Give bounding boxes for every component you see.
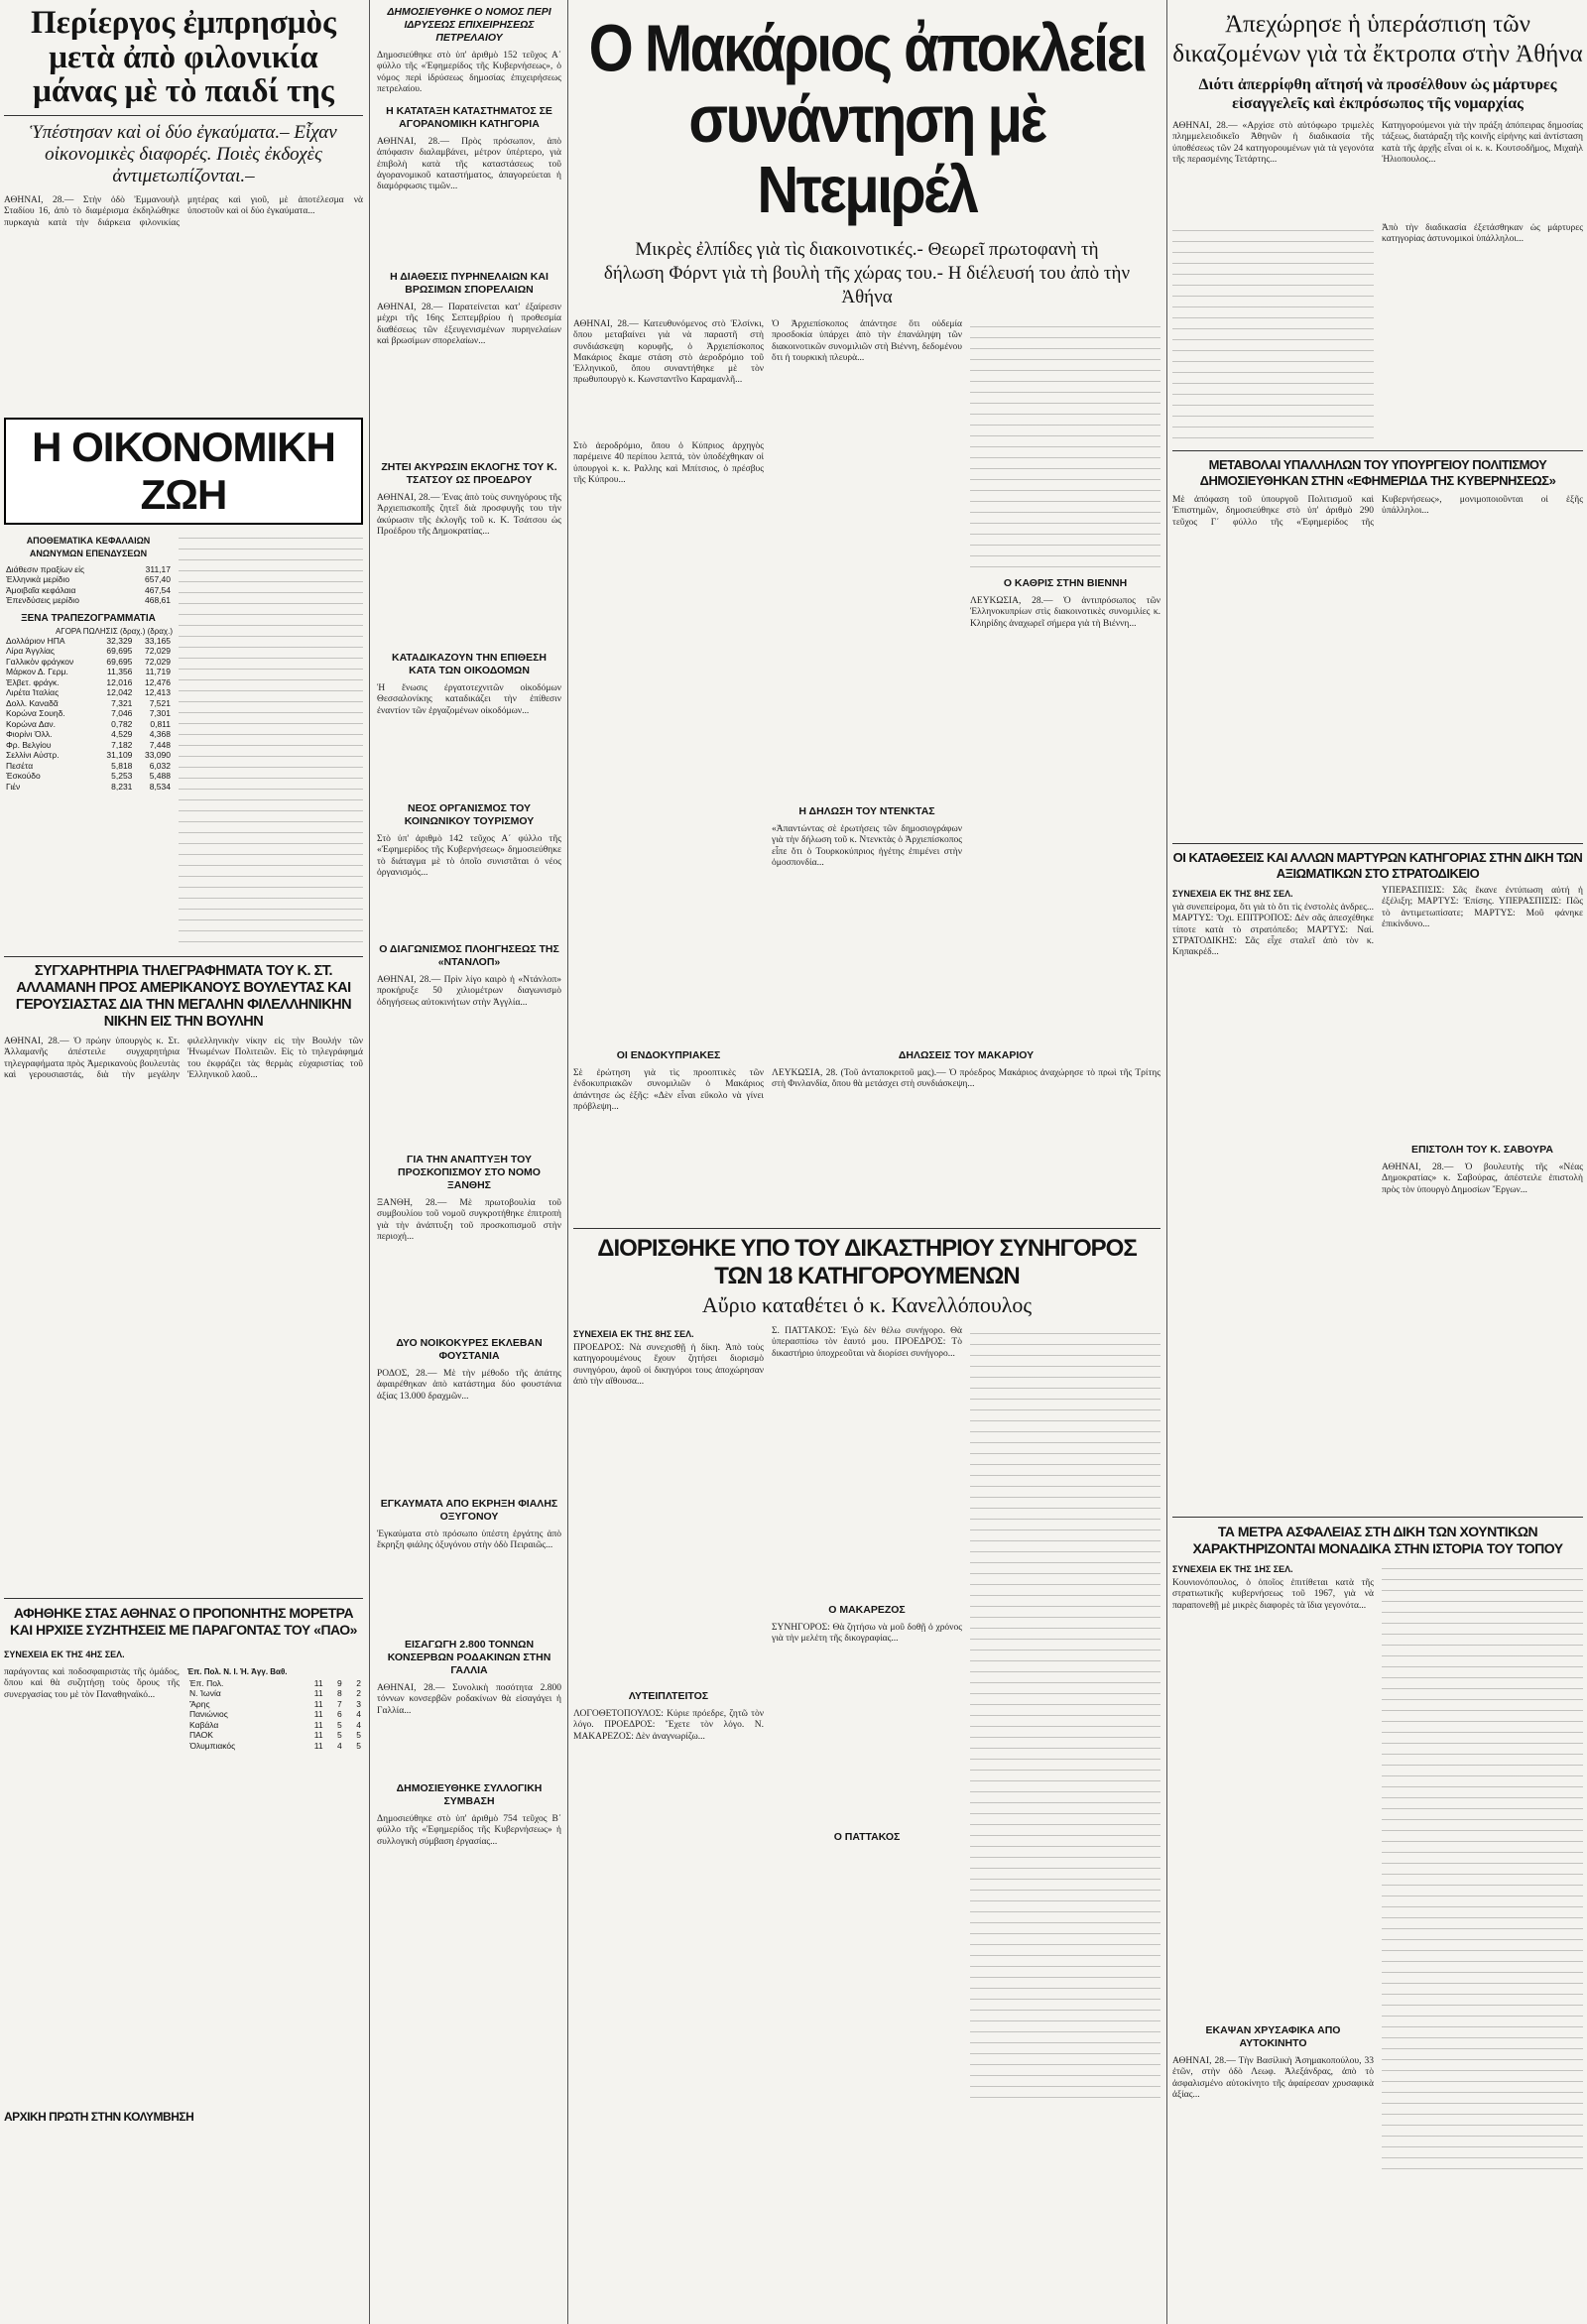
standings-row-c: 2 [356,1677,361,1688]
box-oils-text: ΑΘΗΝΑΙ, 28.— Παρατείνεται κατ' ἐξαίρεσιν μέχρι τῆς 16ης Σεπτεμβρίου ἡ προθεσμία διαθέσεως τῶν ἐξευγενισμένων πυρηνελαίων καὶ βρωσίμων σπορελαίων... [377,303,561,347]
standings-row-b: 9 [337,1677,342,1688]
column-2 [377,0,561,2324]
standings-row-b: 7 [337,1698,342,1709]
banknote-row [4,657,173,668]
reserve-row [4,564,173,575]
box-oil-text: Δημοσιεύθηκε στὸ ὑπ' ἀριθμὸ 152 τεῦχος Α΄ φύλλο τῆς «Ἐφημερίδος τῆς Κυβερνήσεως», ὁ νόμος περὶ ἱδρύσεως δημοσίας ἐπιχειρήσεως πετρελαίου. [377,51,561,94]
reserve-row-v: 467,54 [145,584,171,595]
ntenktas-head: Η ΔΗΛΩΣΗ ΤΟΥ ΝΤΕΝΚΤΑΣ [798,805,935,817]
box-oil-head: ΔΗΜΟΣΙΕΥΘΗΚΕ Ο ΝΟΜΟΣ ΠΕΡΙ ΙΔΡΥΣΕΩΣ ΕΠΙΧΕΙΡΗΣΕΩΣ ΠΕΤΡΕΛΑΙΟΥ [387,6,551,44]
box-dunlop-head: Ο ΔΙΑΓΩΝΙΣΜΟΣ ΠΛΟΗΓΗΣΕΩΣ ΤΗΣ «ΝΤΑΝΛΟΠ» [379,943,559,969]
makarios-text-c2 [970,319,1160,567]
defense-continued: ΣΥΝΕΧΕΙΑ ΕΚ ΤΗΣ 8ΗΣ ΣΕΛ. [573,1329,694,1339]
standings-row-a: 11 [313,1677,323,1688]
standings-header: Ἐπ. Πολ. Ν. Ι. Ἡ. Ἀγγ. Βαθ. [187,1666,288,1676]
headline-savouras: ΕΠΙΣΤΟΛΗ ΤΟΥ Κ. ΣΑΒΟΥΡΑ [1410,1144,1553,1156]
box-oxygen-text: Ἐγκαύματα στὸ πρόσωπο ὑπέστη ἐργάτης ἀπὸ ἔκρηξη φιάλης ὀξυγόνου στὴν ὁδὸ Πειραιῶς... [377,1529,561,1551]
banknote-row-label: Σελλίνι Αὐστρ. [6,750,60,761]
headline-culture-staff: ΜΕΤΑΒΟΛΑΙ ΥΠΑΛΛΗΛΩΝ ΤΟΥ ΥΠΟΥΡΓΕΙΟΥ ΠΟΛΙΤΙΣΜΟΥ ΔΗΜΟΣΙΕΥΘΗΚΑΝ ΣΤΗΝ «ΕΦΗΜΕΡΙΔΑ ΤΗΣ ΚΥΒΕΡΝΗΣΕΩΣ» [1199,457,1556,488]
standings-row-t: Ὀλυμπιακός [189,1740,236,1751]
banknote-row [4,740,173,751]
banknote-row-a: 5,818 [111,760,133,771]
defense-text-b: Σ. ΠΑΤΤΑΚΟΣ: Ἐγὼ δὲν θέλω συνήγορο. Θὰ ὑπερασπίσω τὸν ἑαυτό μου. ΠΡΟΕΔΡΟΣ: Τὸ δικαστήριο ὑποχρεοῦται νὰ διορίσει συνήγορο... [772,1326,962,1359]
banknote-row-b: 7,448 [149,739,171,750]
banknote-row-a: 12,042 [106,687,133,698]
reserve-row-label: Διάθεσιν πραξίων εἰς [6,563,85,574]
defense-text-d: ΣΥΝΗΓΟΡΟΣ: Θὰ ζητήσω νὰ μοῦ δοθῇ ὁ χρόνος γιὰ τὴν μελέτη τῆς δικογραφίας... [772,1623,962,1645]
banknote-row-label: Ἑλβετ. φράγκ. [6,676,60,687]
reserve-row-v: 657,40 [145,574,171,585]
banknote-row-a: 69,695 [106,646,133,657]
headline-makarios: Ο Μακάριος ἀποκλείει συνάντηση μὲ Ντεμιρέλ [588,11,1146,228]
standings-row-b: 6 [337,1709,342,1720]
reserve-row-label: Ἑλληνικὰ μερίδιο [6,574,70,585]
banknote-row-b: 6,032 [149,760,171,771]
standings-row-c: 5 [356,1730,361,1741]
article-arson-text: ΑΘΗΝΑΙ, 28.— Στὴν ὁδὸ Ἐμμανουὴλ Σταδίου 16, ἀπὸ τὸ διαμέρισμα ἐκδηλώθηκε πυρκαγιὰ κατὰ τὴν διάρκεια φιλονικίας μητέρας καὶ γιοῦ, μὲ ἀποτέλεσμα νὰ ὑποστοῦν καὶ οἱ δύο ἐγκαύματα... [4,194,363,228]
box-tsatsos-text: ΑΘΗΝΑΙ, 28.— Ἐνας ἀπὸ τοὺς συνηγόρους τῆς Ἀρχιεπισκοπῆς ζητεῖ διὰ προσφυγῆς του τὴν ἀκύρωσιν τῆς ἐκλογῆς τοῦ κ. Κ. Τσάτσου ὡς Προέδρου τῆς Δημοκρατίας... [377,493,561,538]
banknote-row [4,698,173,709]
banknote-row-b: 33,090 [145,750,171,761]
banknote-row-b: 8,534 [149,781,171,792]
banknote-row-b: 7,521 [149,697,171,708]
banknote-row-a: 5,253 [111,771,133,782]
defense-text-c: ΛΟΓΟΘΕΤΟΠΟΥΛΟΣ: Κύριε πρόεδρε, ζητῶ τὸν λόγο. ΠΡΟΕΔΡΟΣ: Ἔχετε τὸν λόγο. Ν. ΜΑΚΑΡΕΖΟΣ: Δὲν ἀναγνωρίζω... [573,1709,764,1742]
banknote-row [4,687,173,698]
moretra-continued: ΣΥΝΕΧΕΙΑ ΕΚ ΤΗΣ 4ΗΣ ΣΕΛ. [4,1649,125,1659]
ntenktas-text: «Ἀπαντώντας σὲ ἐρωτήσεις τῶν δημοσιογράφων γιὰ τὴν δήλωση τοῦ κ. Ντενκτὰς ὁ Ἀρχιεπίσκοπος εἶπε ὅτι ὁ Τουρκοκύπριος ἡγέτης ἐπιμένει στὴν ὁμοσπονδία... [772,824,962,868]
standings-table [187,1678,363,1752]
standings-row [187,1709,363,1720]
banknote-row [4,782,173,793]
reserve-row-v: 468,61 [145,595,171,606]
banknote-row [4,667,173,677]
banknote-row-a: 7,182 [111,739,133,750]
standings-row-t: ΠΑΟΚ [189,1730,213,1741]
makarios-text-a: ΑΘΗΝΑΙ, 28.— Κατευθυνόμενος στὸ Ἑλσίνκι, ὅπου μεταβαίνει γιὰ νὰ παραστῆ στὴ συνδιάσκεψη κορυφῆς, ὁ Ἀρχιεπίσκοπος Μακάριος ἔκαμε στάση στὸ ἀεροδρόμιο τοῦ Ἑλληνικοῦ, ὅπου συναντήθηκε μὲ τὸν πρωθυπουργὸ κ. Κωνσταντῖνο Καραμανλῆ... [573,319,764,386]
banknote-row-label: Ἐσκούδο [6,771,41,782]
reserve-table [4,564,173,606]
box-scouts-text: ΞΑΝΘΗ, 28.— Μὲ πρωτοβουλία τοῦ συμβουλίου τοῦ νομοῦ συγκροτήθηκε ἐπιτροπὴ γιὰ τὴν ἀνάπτυξη τοῦ προσκοπισμοῦ στὴν περιοχή... [377,1198,561,1243]
standings-row-t: Ἐπ. Πολ. [189,1677,224,1688]
box-builders-text: Ἡ ἕνωσις ἐργατοτεχνιτῶν οἰκοδόμων Θεσσαλονίκης καταδικάζει τὴν ἐπίθεσιν ἐναντίον τῶν ἐργαζομένων οἰκοδόμων... [377,683,561,716]
banknote-row-a: 0,782 [111,718,133,729]
banknotes-cols-header: ΑΓΟΡΑ ΠΩΛΗΣΙΣ (δραχ.) (δραχ.) [55,626,173,636]
banknote-row-label: Κορώνα Δαν. [6,718,57,729]
deck-makarios: Μικρὲς ἐλπίδες γιὰ τὶς διακοινοτικές.- Θεωρεῖ πρωτοφανὴ τὴ δήλωση Φόρντ γιὰ τὴ βουλὴ τῆς χώρας του.- Η διέλευσή του ἀπὸ τὴν Ἀθήνα [603,239,1131,307]
banknote-row-label: Δολλάριον ΗΠΑ [6,635,65,646]
headline-swimming: ΑΡΧΙΚΗ ΠΡΩΤΗ ΣΤΗΝ ΚΟΛΥΜΒΗΣΗ [4,2109,194,2124]
standings-row [187,1699,363,1710]
banknote-row-b: 11,719 [145,667,171,677]
standings-row-c: 3 [356,1698,361,1709]
standings-row-t: Καβάλα [189,1719,219,1730]
banknote-row-a: 7,321 [111,697,133,708]
banknote-row-label: Γαλλικὸν φράγκον [6,656,74,667]
standings-row-a: 11 [313,1688,323,1699]
box-dunlop-text: ΑΘΗΝΑΙ, 28.— Πρὶν λίγο καιρὸ ἡ «Ντάνλοπ» προκήρυξε 50 χιλιομέτρων διαγωνισμὸ ὁδηγήσεως αὐτοκινήτων στὴν Ἀγγλία... [377,975,561,1008]
kliridis-head: Ο ΚΑΘΡΙΣ ΣΤΗΝ ΒΙΕΝΝΗ [1003,577,1128,589]
security-continued: ΣΥΝΕΧΕΙΑ ΕΚ ΤΗΣ 1ΗΣ ΣΕΛ. [1172,1564,1293,1574]
banknote-row [4,761,173,772]
endo-text: Σὲ ἐρώτηση γιὰ τὶς προοπτικὲς τῶν ἐνδοκυπριακῶν συνομιλιῶν ὁ Μακάριος ἀπάντησε ὡς ἑξῆς: «Δὲν εἶναι εὔκολο νὰ γίνει πρόβλεψη... [573,1068,764,1112]
headline-security: ΤΑ ΜΕΤΡΑ ΑΣΦΑΛΕΙΑΣ ΣΤΗ ΔΙΚΗ ΤΩΝ ΧΟΥΝΤΙΚΩΝ ΧΑΡΑΚΤΗΡΙΖΟΝΤΑΙ ΜΟΝΑΔΙΚΑ ΣΤΗΝ ΙΣΤΟΡΙΑ ΤΟΥ ΤΟΠΟΥ [1192,1524,1563,1556]
witnesses-text: γιὰ συνεπείρομα, ὅτι γιὰ τὸ ὅτι τὶς ἐνστολὲς ἀνδρες... ΜΑΡΤΥΣ: Ὄχι. ΕΠΙΤΡΟΠΟΣ: Δὲν σᾶς ἀπεσχέθηκε τίποτε κατὰ τὸ στρατόπεδο; ΜΑΡΤΥΣ: Ναί. ΣΤΡΑΤΟΔΙΚΗΣ: Σᾶς εἶχε σταλεῖ ἀπὸ τὸν κ. Κηπακρέδ... [1172,903,1374,958]
box-dresses-text: ΡΟΔΟΣ, 28.— Μὲ τὴν μέθοδο τῆς ἀπάτης ἀφαιρέθηκαν ἀπὸ κατάστημα δύο φουστάνια ἀξίας 13.000 δραχμῶν... [377,1369,561,1402]
banknote-row-a: 69,695 [106,656,133,667]
banknote-row-b: 72,029 [145,646,171,657]
standings-row [187,1688,363,1699]
standings-row-c: 2 [356,1688,361,1699]
jewels-text: ΑΘΗΝΑΙ, 28.— Τὴν Βασίλικὴ Ἀσημακοπούλου, 33 ἐτῶν, στὴν ὁδὸ Λεωφ. Ἀλεξάνδρας, ἀπὸ τὸ ἀσφαλισμένο αὐτοκίνητο τῆς ἀφαίρεσαν χρυσαφικὰ ἀξίας... [1172,2056,1374,2100]
security-text: Κουνιονόπουλος, ὁ ὁποῖος ἐπιτίθεται κατὰ τῆς στρατιωτικῆς κυβερνήσεως τοῦ 1967, γιὰ νὰ παραπονεθῇ μὲ μικρὲς διαφορὲς τὰ ἴδια γεγονότα... [1172,1578,1374,1611]
reserve-section-title: ΑΠΟΘΕΜΑΤΙΚΑ ΚΕΦΑΛΑΙΩΝ ΑΝΩΝΥΜΩΝ ΕΠΕΝΔΥΣΕΩΝ [26,535,151,558]
statements-head: ΔΗΛΩΣΕΙΣ ΤΟΥ ΜΑΚΑΡΙΟΥ [898,1049,1035,1061]
reserve-row-label: Ἐπενδύσεις μερίδιο [6,595,79,606]
banknote-row [4,771,173,782]
box-builders-head: ΚΑΤΑΔΙΚΑΖΟΥΝ ΤΗΝ ΕΠΙΘΕΣΗ ΚΑΤΑ ΤΩΝ ΟΙΚΟΔΟΜΩΝ [392,652,547,677]
reserve-row [4,574,173,585]
reserve-row-v: 311,17 [145,563,171,574]
box-oils-head: Η ΔΙΑΘΕΣΙΣ ΠΥΡΗΝΕΛΑΙΩΝ ΚΑΙ ΒΡΩΣΙΜΩΝ ΣΠΟΡΕΛΑΙΩΝ [390,271,549,297]
headline-witnesses: ΟΙ ΚΑΤΑΘΕΣΕΙΣ ΚΑΙ ΑΛΛΩΝ ΜΑΡΤΥΡΩΝ ΚΑΤΗΓΟΡΙΑΣ ΣΤΗΝ ΔΙΚΗ ΤΩΝ ΑΞΙΩΜΑΤΙΚΩΝ ΣΤΟ ΣΤΡΑΤΟΔΙΚΕΙΟ [1172,850,1583,881]
standings-row-b: 8 [337,1688,342,1699]
standings-row-b: 5 [337,1719,342,1730]
box-shop-head: Η ΚΑΤΑΤΑΞΗ ΚΑΤΑΣΤΗΜΑΤΟΣ ΣΕ ΑΓΟΡΑΝΟΜΙΚΗ ΚΑΤΗΓΟΡΙΑ [386,105,552,131]
banknotes-section-title: ΞΕΝΑ ΤΡΑΠΕΖΟΓΡΑΜΜΑΤΙΑ [21,612,156,624]
savouras-text: ΑΘΗΝΑΙ, 28.— Ὁ βουλευτὴς τῆς «Νέας Δημοκρατίας» κ. Σαβούρας, ἀπέστειλε ἐπιστολὴ πρὸς τὸν ὑπουργὸ Δημοσίων Ἔργων... [1382,1162,1583,1195]
box-peaches-head: ΕΙΣΑΓΩΓΗ 2.800 ΤΟΝΝΩΝ ΚΟΝΣΕΡΒΩΝ ΡΟΔΑΚΙΝΩΝ ΣΤΗΝ ΓΑΛΛΙΑ [387,1639,551,1677]
standings-row-a: 11 [313,1719,323,1730]
banknote-row-b: 72,029 [145,656,171,667]
standings-row-t: Ἄρης [189,1698,210,1709]
standings-row-c: 5 [356,1740,361,1751]
walkout-text-b: Κατηγορούμενοι γιὰ τὴν πράξη ἀπόπειρας δημοσίας τάξεως, διατάραξη τῆς κοινῆς εἰρήνης καὶ ἀντίσταση κατὰ τῆς ἀρχῆς εἶναι οἱ κ. κ. Κουτσοδῆμος, Μιχαὴλ Ἠλιοπουλος... [1382,121,1583,165]
culture-staff-text: Μὲ ἀπόφαση τοῦ ὑπουργοῦ Πολιτισμοῦ καὶ Ἐπιστημῶν, δημοσιεύθηκε στὸ ὑπ' ἀριθμὸ 290 τεῦχος Γ΄ φύλλο τῆς «Ἐφημερίδος τῆς Κυβερνήσεως», μονιμοποιοῦνται οἱ ἑξῆς ὑπάλληλοι... [1172,495,1583,528]
reserve-row [4,585,173,596]
banknote-row-label: Λίρα Ἀγγλίας [6,646,55,657]
standings-row [187,1730,363,1741]
banknote-row [4,677,173,688]
banknote-row [4,636,173,647]
article-alamanis-text: ΑΘΗΝΑΙ, 28.— Ὁ πρώην ὑπουργὸς κ. Στ. Ἀλλαμανῆς ἀπέστειλε συγχαρητήρια τηλεγραφήματα πρὸς Ἀμερικανοὺς βουλευτὰς καὶ γερουσιαστάς, διὰ τὴν μεγάλην φιλελληνικὴν νίκην εἰς τὴν Βουλήν τῶν Ἡνωμένων Πολιτειῶν. Εἰς τὸ τηλεγράφημά του ἐκφράζει τὰς θερμὰς εὐχαριστίας τοῦ Ἑλληνικοῦ λαοῦ... [4,1037,363,1592]
banknote-row-a: 8,231 [111,781,133,792]
deck-arson: Ὑπέστησαν καὶ οἱ δύο ἐγκαύματα.– Εἶχαν οἰκονομικὲς διαφορές. Ποιὲς ἐκδοχὲς ἀντιμετωπίζονται.– [30,121,337,186]
reserve-row-label: Ἀμοιβαῖα κεφάλαια [6,584,76,595]
banknote-row [4,719,173,730]
banknote-row-label: Κορώνα Σουηδ. [6,708,65,719]
box-contract-text: Δημοσιεύθηκε στὸ ὑπ' ἀριθμὸ 754 τεῦχος Β΄ φύλλο τῆς «Ἐφημερίδος τῆς Κυβερνήσεως» ἡ συλλογικὴ σύμβαση ἐργασίας... [377,1814,561,1847]
defense-sub-4: Ο ΠΑΤΤΑΚΟΣ [833,1831,901,1843]
banknote-row-label: Γιέν [6,781,21,792]
deck-defense-walkout: Διότι ἀπερρίφθη αἴτησή νὰ προσέλθουν ὡς μάρτυρες εἰσαγγελεῖς καὶ ἐκπρόσωπος τῆς νομαρχίας [1198,76,1557,112]
box-dresses-head: ΔΥΟ ΝΟΙΚΟΚΥΡΕΣ ΕΚΛΕΒΑΝ ΦΟΥΣΤΑΝΙΑ [396,1337,543,1363]
banknote-row [4,729,173,740]
endo-head: ΟΙ ΕΝΔΟΚΥΠΡΙΑΚΕΣ [616,1049,721,1061]
kliridis-text: ΛΕΥΚΩΣΙΑ, 28.— Ὁ ἀντιπρόσωπος τῶν Ἑλληνοκυπρίων στὶς διακοινοτικὲς συνομιλίες κ. Κληρίδης ἀναχωρεῖ σήμερα γιὰ τὴ Βιέννη... [970,596,1160,629]
witnesses-text-b: ΥΠΕΡΑΣΠΙΣΙΣ: Σᾶς ἔκανε ἐντύπωση αὐτή ἡ ἐξέλιξη; ΜΑΡΤΥΣ: Ἐπίσης. ΥΠΕΡΑΣΠΙΣΙΣ: Πῶς τὸ ἀντιμετωπίσατε; ΜΑΡΤΥΣ: Μοῦ φάνηκε ἐπικίνδυνο... [1382,886,1583,929]
makarios-text-b: Στὸ ἀεροδρόμιο, ὅπου ὁ Κύπριος ἀρχηγὸς παρέμεινε 40 περίπου λεπτά, τὸν ὑποδέχθηκαν οἱ ὑπουργοὶ κ. κ. Ραλλης καὶ Μπίτσιος, ὁ πρέσβυς τῆς Κύπρου... [573,441,764,485]
walkout-text-c: Ἀπὸ τὴν διαδικασία ἐξετάσθηκαν ὡς μάρτυρες κατηγορίας ἀστυνομικοὶ ὑπάλληλοι... [1382,223,1583,245]
column-1 [4,0,363,2324]
standings-row [187,1720,363,1731]
standings-row [187,1741,363,1752]
standings-row-a: 11 [313,1730,323,1741]
banknote-row-b: 4,368 [149,729,171,740]
banknotes-table [4,636,173,793]
banknote-row-a: 7,046 [111,708,133,719]
statements-text: ΛΕΥΚΩΣΙΑ, 28. (Τοῦ ἀνταποκριτοῦ μας).— Ὁ πρόεδρος Μακάριος ἀναχώρησε τὸ πρωὶ τῆς Τρίτης στὴ Φινλανδία, ὅπου θὰ μετάσχει στὴ συνδιάσκεψη... [772,1068,1160,1090]
standings-row-a: 11 [313,1740,323,1751]
standings-row-b: 4 [337,1740,342,1751]
banknote-row-b: 7,301 [149,708,171,719]
headline-moretra: ΑΦΗΘΗΚΕ ΣΤΑΣ ΑΘΗΝΑΣ Ο ΠΡΟΠΟΝΗΤΗΣ ΜΟΡΕΤΡΑ ΚΑΙ ΗΡΧΙΣΕ ΣΥΖΗΤΗΣΕΙΣ ΜΕ ΠΑΡΑΓΟΝΤΑΣ ΤΟΥ «ΠΑΟ» [10,1604,357,1638]
box-tourism-text: Στὸ ὑπ' ἀριθμὸ 142 τεῦχος Α΄ φύλλο τῆς «Ἐφημερίδος τῆς Κυβερνήσεως» δημοσιεύθηκε τὸ διάταγμα μὲ τὸ ὁποῖο συνιστᾶται ὁ νέος ὀργανισμός... [377,834,561,879]
standings-row-a: 11 [313,1709,323,1720]
defense-text-a: ΠΡΟΕΔΡΟΣ: Νὰ συνεχισθῇ ἡ δίκη. Ἀπὸ τοὺς κατηγορουμένους ἔχουν ζητήσει διορισμὸ συνηγόρου, ἀφοῦ οἱ δικηγόροι τους ἀποχώρησαν ἀπὸ τὴν αἴθουσα... [573,1343,764,1387]
banknote-row-a: 31,109 [106,750,133,761]
headline-alamanis: ΣΥΓΧΑΡΗΤΗΡΙΑ ΤΗΛΕΓΡΑΦΗΜΑΤΑ ΤΟΥ Κ. ΣΤ. ΑΛΛΑΜΑΝΗ ΠΡΟΣ ΑΜΕΡΙΚΑΝΟΥΣ ΒΟΥΛΕΥΤΑΣ ΚΑΙ ΓΕΡΟΥΣΙΑΣΤΑΣ ΔΙΑ ΤΗΝ ΜΕΓΑΛΗΝ ΦΙΛΕΛΛΗΝΙΚΗΝ ΝΙΚΗΝ ΕΙΣ ΤΗΝ ΒΟΥΛΗΝ [15,962,352,1030]
banknote-row-label: Λιρέτα Ἰταλίας [6,687,60,698]
defense-sub-2: Ο ΜΑΚΑΡΕΖΟΣ [828,1604,906,1616]
banknote-row-a: 12,016 [106,676,133,687]
box-scouts-head: ΓΙΑ ΤΗΝ ΑΝΑΠΤΥΞΗ ΤΟΥ ΠΡΟΣΚΟΠΙΣΜΟΥ ΣΤΟ ΝΟΜΟ ΞΑΝΘΗΣ [398,1154,541,1192]
banknote-row-b: 12,413 [145,687,171,698]
makarios-text-c: Ὁ Ἀρχιεπίσκοπος ἀπάντησε ὅτι οὐδεμία προσδοκία ὑπάρχει ἀπὸ τὴν ἐπανάληψη τῶν διακοινοτικῶν συνομιλιῶν στὴ Βιέννη, δεδομένου ὅτι ἡ τουρκικὴ πλευρὰ... [772,319,962,363]
banknote-row [4,750,173,761]
reserve-row [4,595,173,606]
banknote-row-label: Μάρκον Δ. Γερμ. [6,667,68,677]
center-block [573,0,1160,2324]
column-5 [1172,0,1583,2324]
standings-row-t: Ν. Ἰωνία [189,1688,221,1699]
economy-banner: Η ΟΙΚΟΝΟΜΙΚΗ ΖΩΗ [4,418,363,525]
banknote-row-label: Πεσέτα [6,760,34,771]
box-oxygen-head: ΕΓΚΑΥΜΑΤΑ ΑΠΟ ΕΚΡΗΞΗ ΦΙΑΛΗΣ ΟΞΥΓΟΝΟΥ [380,1498,558,1524]
banknote-row-label: Φιορίνι Ὁλλ. [6,729,53,740]
box-shop-text: ΑΘΗΝΑΙ, 28.— Πρὸς πρόσωπον, ἀπὸ ἀπόφασιν διαλαμβάνει, μέτρον ὑπέρτερο, γιὰ ἐπιβολὴ κατὰ τῆς καταστάσεως τοῦ ἀγορανομικοῦ καταστήματος, ἀπαγορεύεται ἡ διαμόρφωσις τιμῶν... [377,137,561,192]
standings-row-b: 5 [337,1730,342,1741]
headline-arson: Περίεργος ἐμπρησμὸς μετὰ ἀπὸ φιλονικία μάνας μὲ τὸ παιδί της [31,5,336,110]
banknote-row-b: 33,165 [145,635,171,646]
headline-defense-walkout: Ἀπεχώρησε ἡ ὑπεράσπιση τῶν δικαζομένων γιὰ τὰ ἔκτροπα στὴν Ἀθήνα [1172,11,1583,67]
headline-jewels: ΕΚΑΨΑΝ ΧΡΥΣΑΦΙΚΑ ΑΠΟ ΑΥΤΟΚΙΝΗΤΟ [1205,2024,1341,2049]
banknote-row-label: Φρ. Βελγίου [6,739,52,750]
walkout-text-a: ΑΘΗΝΑΙ, 28.— «Αρχίσε στὸ αὐτόφωρο τριμελὲς πλημμελειοδικεῖο Ἀθηνῶν ἡ διαδικασία τῆς ὑποθέσεως τῶν 24 κατηγορουμένων γιὰ τὰ γεγονότα τῆς περασμένης Τετάρτης... [1172,121,1374,165]
box-contract-head: ΔΗΜΟΣΙΕΥΘΗΚΕ ΣΥΛΛΟΓΙΚΗ ΣΥΜΒΑΣΗ [396,1782,543,1808]
banknote-row-a: 32,329 [106,635,133,646]
box-tsatsos-head: ΖΗΤΕΙ ΑΚΥΡΩΣΙΝ ΕΚΛΟΓΗΣ ΤΟΥ Κ. ΤΣΑΤΣΟΥ ΩΣ ΠΡΟΕΔΡΟΥ [381,461,557,487]
deck-defense: Αὔριο καταθέτει ὁ κ. Κανελλόπουλος [701,1292,1033,1317]
banknote-row-a: 4,529 [111,729,133,740]
banknote-row-b: 5,488 [149,771,171,782]
standings-row-t: Πανιώνιος [189,1709,228,1720]
box-tourism-head: ΝΕΟΣ ΟΡΓΑΝΙΣΜΟΣ ΤΟΥ ΚΟΙΝΩΝΙΚΟΥ ΤΟΥΡΙΣΜΟΥ [404,802,535,828]
witnesses-continued: ΣΥΝΕΧΕΙΑ ΕΚ ΤΗΣ 8ΗΣ ΣΕΛ. [1172,889,1293,899]
banknote-row-b: 0,811 [150,718,171,729]
banknote-row [4,708,173,719]
standings-row-a: 11 [313,1698,323,1709]
defense-sub-3: ΛΥΤΕΙΠΛΤΕΙΤΟΣ [628,1690,709,1702]
standings-row-c: 4 [356,1709,361,1720]
banknote-row-a: 11,356 [107,667,133,677]
banknote-row [4,646,173,657]
article-moretra-text: παράγοντας καὶ ποδοσφαιριστὰς τῆς ὁμάδος, ὅπου καὶ θὰ συζητήσῃ τοὺς ὅρους τῆς συνεργασίας του μὲ τὸν Παναθηναϊκό... [4,1666,180,1700]
standings-row [187,1678,363,1689]
box-peaches-text: ΑΘΗΝΑΙ, 28.— Συνολικὴ ποσότητα 2.800 τόννων κονσερβῶν ροδακίνων θὰ εἰσαγάγει ἡ Γαλλία... [377,1683,561,1716]
headline-defense: ΔΙΟΡΙΣΘΗΚΕ ΥΠΟ ΤΟΥ ΔΙΚΑΣΤΗΡΙΟΥ ΣΥΝΗΓΟΡΟΣ ΤΩΝ 18 ΚΑΤΗΓΟΡΟΥΜΕΝΩΝ [597,1235,1137,1289]
banknote-row-label: Δολλ. Καναδᾶ [6,697,59,708]
standings-row-c: 4 [356,1719,361,1730]
banknote-row-b: 12,476 [145,676,171,687]
